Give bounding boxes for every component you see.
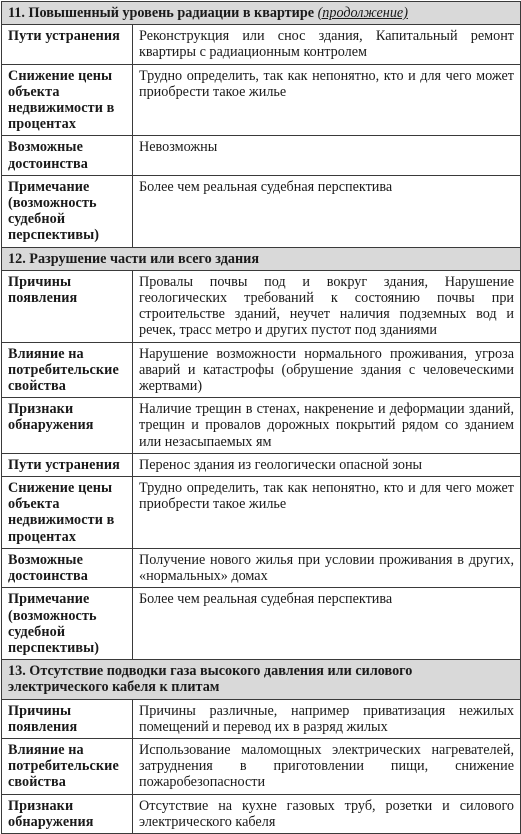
row-label: Примечание (возможность судебной перспективы) xyxy=(2,175,133,247)
row-value: Перенос здания из геологически опасной зоны xyxy=(133,453,521,476)
row-label: Возможные достоинства xyxy=(2,548,133,587)
table-row xyxy=(2,738,521,794)
row-value: Использование маломощных электрических нагревателей, затруднения в приготовлении пищи, снижение пожаробезопасности xyxy=(133,738,521,794)
table-row xyxy=(2,270,521,342)
row-label: Примечание (возможность судебной перспективы) xyxy=(2,588,133,660)
row-value: Трудно определить, так как непонятно, кто и для чего может приобрести такое жилье xyxy=(133,477,521,549)
section-header-row xyxy=(2,247,521,270)
table-row xyxy=(2,453,521,476)
defects-table xyxy=(1,1,521,834)
row-value: Провалы почвы под и вокруг здания, Нарушение геологических требований к состоянию почвы при строительстве зданий, неучет наличия подземных вод и речек, трасс метро и других пустот под зданиями xyxy=(133,270,521,342)
row-label: Причины появления xyxy=(2,699,133,738)
row-label: Признаки обнаружения xyxy=(2,794,133,833)
document-page xyxy=(0,1,519,834)
section-header xyxy=(2,2,521,25)
section-header xyxy=(2,247,521,270)
row-value: Трудно определить, так как непонятно, кто и для чего может приобрести такое жилье xyxy=(133,64,521,136)
section-title: 11. Повышенный уровень радиации в квартире xyxy=(8,5,315,21)
table-row xyxy=(2,136,521,175)
section-header xyxy=(2,660,521,699)
section-header-row xyxy=(2,2,521,25)
table-row xyxy=(2,588,521,660)
row-label: Влияние на потребительские свойства xyxy=(2,738,133,794)
table-row xyxy=(2,699,521,738)
row-value: Более чем реальная судебная перспектива xyxy=(133,175,521,247)
row-label: Пути устранения xyxy=(2,453,133,476)
table-row xyxy=(2,477,521,549)
table-row xyxy=(2,64,521,136)
row-label: Снижение цены объекта недвижимости в процентах xyxy=(2,64,133,136)
section-title: 12. Разрушение части или всего здания xyxy=(8,250,260,267)
row-value: Реконструкция или снос здания, Капитальный ремонт квартиры с радиационным контролем xyxy=(133,25,521,64)
row-value: Причины различные, например приватизация нежилых помещений и перевод их в разряд жилых xyxy=(133,699,521,738)
row-value: Наличие трещин в стенах, накренение и деформации зданий, трещин и провалов дорожных покрытий рядом со зданием или незасыпаемых ям xyxy=(133,398,521,454)
row-value: Нарушение возможности нормального проживания, угроза аварий и катастрофы (обрушение здания с человеческими жертвами) xyxy=(133,342,521,398)
row-value: Отсутствие на кухне газовых труб, розетки и силового электрического кабеля xyxy=(133,794,521,833)
row-label: Причины появления xyxy=(2,270,133,342)
table-row xyxy=(2,175,521,247)
section-title: 13. Отсутствие подводки газа высокого давления или силового электрического кабеля к плитам xyxy=(8,663,413,696)
table-row xyxy=(2,548,521,587)
table-row xyxy=(2,25,521,64)
table-row xyxy=(2,342,521,398)
row-label: Признаки обнаружения xyxy=(2,398,133,454)
section-title-suffix: (продолжение) xyxy=(317,5,408,21)
row-label: Возможные достоинства xyxy=(2,136,133,175)
row-label: Снижение цены объекта недвижимости в процентах xyxy=(2,477,133,549)
section-header-row xyxy=(2,660,521,699)
table-row xyxy=(2,794,521,833)
row-value: Невозможны xyxy=(133,136,521,175)
row-value: Более чем реальная судебная перспектива xyxy=(133,588,521,660)
table-row xyxy=(2,398,521,454)
row-label: Влияние на потребительские свойства xyxy=(2,342,133,398)
row-label: Пути устранения xyxy=(2,25,133,64)
row-value: Получение нового жилья при условии проживания в других, «нормальных» домах xyxy=(133,548,521,587)
